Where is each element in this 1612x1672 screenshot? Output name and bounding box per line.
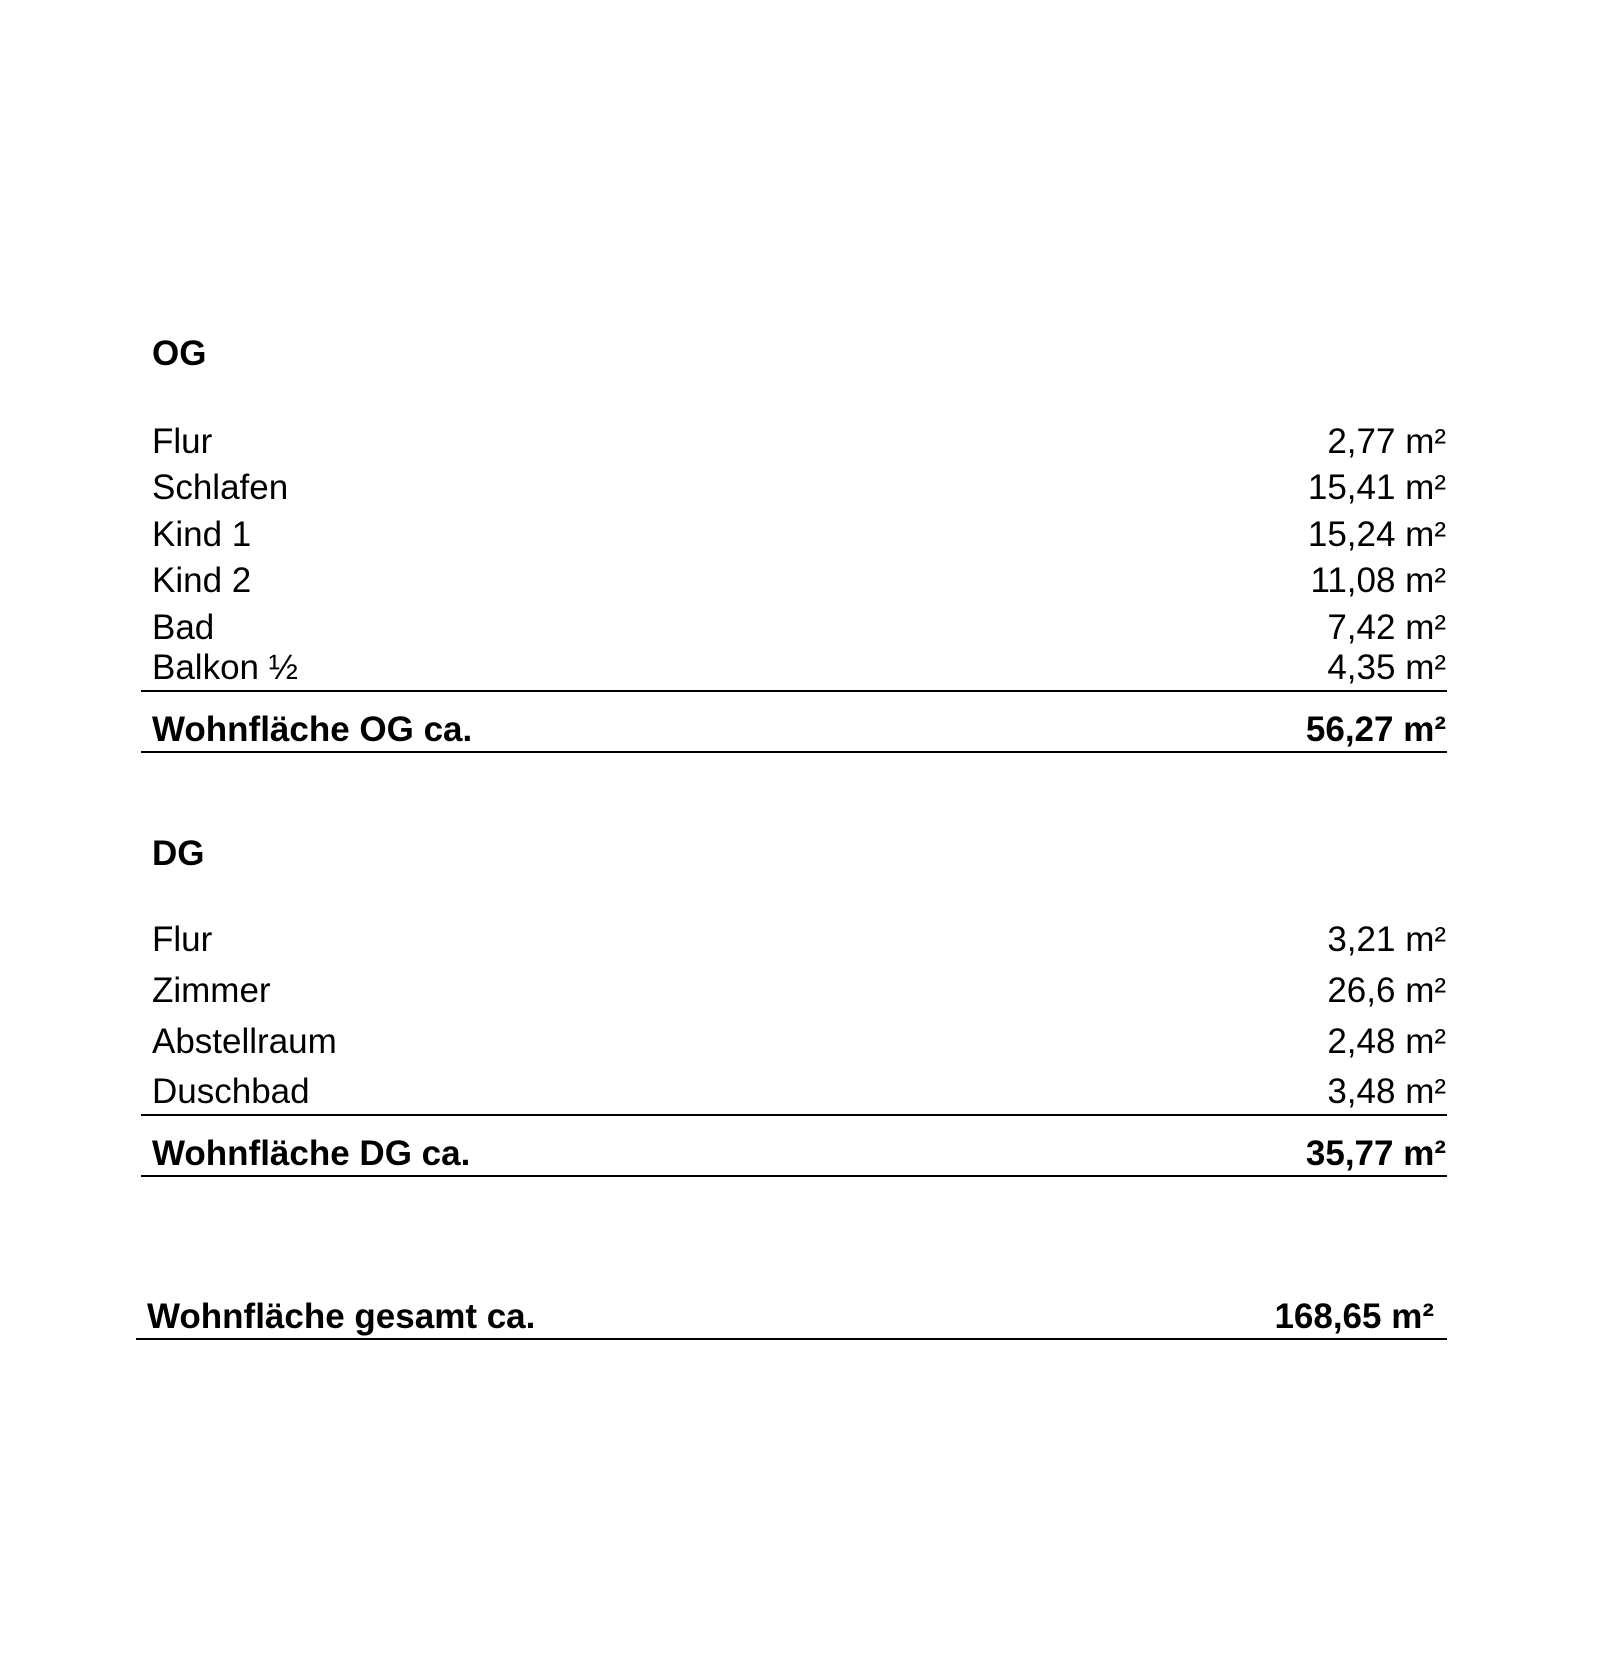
og-row-bad [152,608,1446,648]
grand-total-row [147,1297,1434,1337]
row-label: Bad [152,608,215,647]
dg-row-abstellraum [152,1022,1446,1062]
total-value: 35,77 m² [1305,1134,1446,1173]
dg-row-duschbad [152,1072,1446,1112]
row-value: 15,24 m² [1307,515,1446,554]
row-value: 11,08 m² [1310,561,1446,600]
row-value: 2,77 m² [1327,422,1446,461]
row-value: 26,6 m² [1327,971,1446,1010]
dg-subtotal-rule-top [141,1114,1447,1116]
dg-row-zimmer [152,971,1446,1011]
row-label: Schlafen [152,468,289,507]
og-total-row [152,710,1446,750]
og-row-flur [152,422,1446,462]
row-label: Kind 1 [152,515,252,554]
og-row-balkon [152,648,1446,688]
og-row-kind-2 [152,561,1446,601]
grand-total-rule [136,1338,1447,1340]
dg-heading: DG [152,834,205,873]
row-value: 3,48 m² [1327,1072,1446,1111]
total-label: Wohnfläche DG ca. [152,1134,471,1173]
row-value: 15,41 m² [1307,468,1446,507]
row-label: Flur [152,422,213,461]
og-row-schlafen [152,468,1446,508]
row-label: Flur [152,920,213,959]
row-value: 7,42 m² [1327,608,1446,647]
row-value: 2,48 m² [1327,1022,1446,1061]
dg-subtotal-rule-bottom [141,1175,1447,1177]
total-value: 56,27 m² [1305,710,1446,749]
row-value: 4,35 m² [1327,648,1446,687]
row-label: Kind 2 [152,561,252,600]
row-label: Duschbad [152,1072,310,1111]
grand-total-label: Wohnfläche gesamt ca. [147,1297,536,1336]
og-heading: OG [152,334,207,373]
total-label: Wohnfläche OG ca. [152,710,473,749]
dg-total-row [152,1134,1446,1174]
row-label: Zimmer [152,971,271,1010]
row-label: Abstellraum [152,1022,337,1061]
row-label: Balkon ½ [152,648,298,687]
row-value: 3,21 m² [1327,920,1446,959]
dg-row-flur [152,920,1446,960]
og-subtotal-rule-top [141,690,1447,692]
og-subtotal-rule-bottom [141,751,1447,753]
og-row-kind-1 [152,515,1446,555]
grand-total-value: 168,65 m² [1274,1297,1434,1336]
